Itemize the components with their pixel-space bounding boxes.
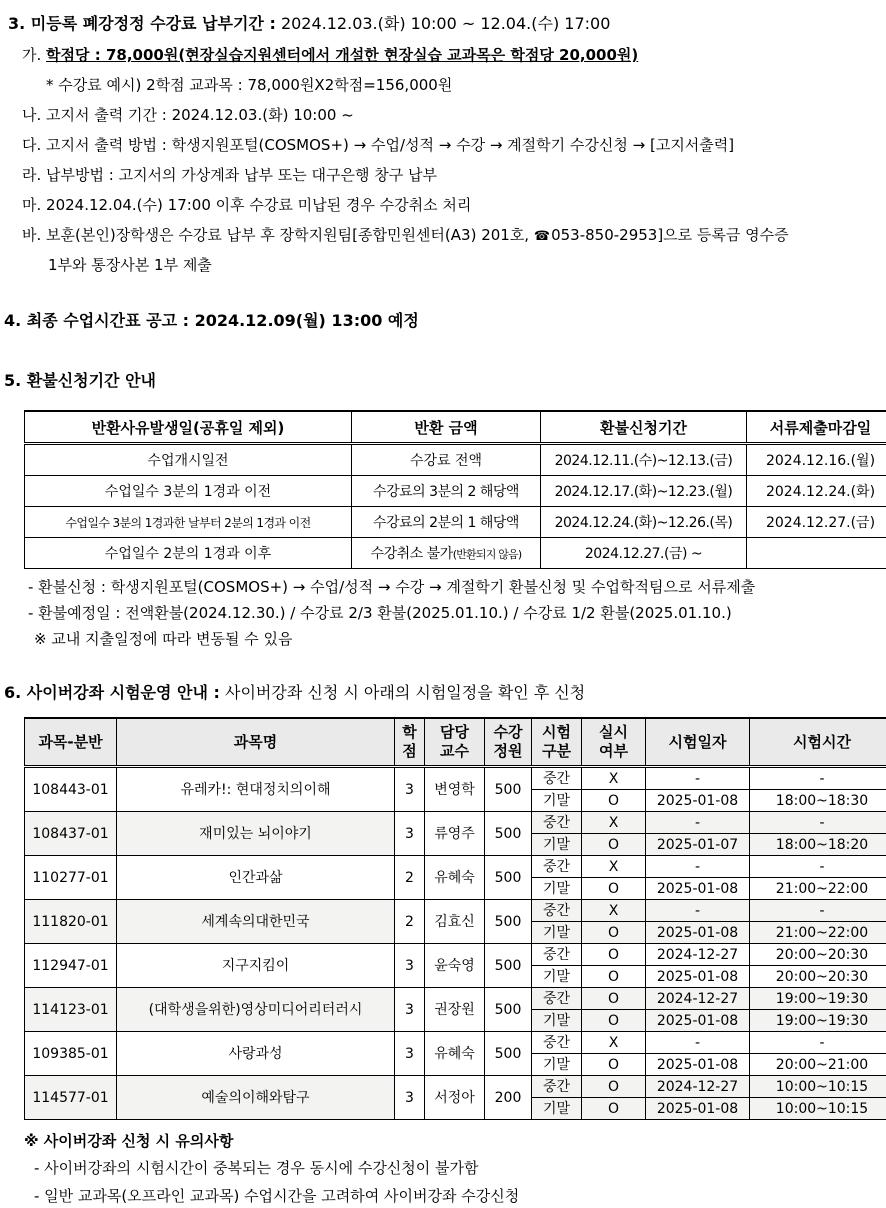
course-code: 111820-01 (25, 900, 117, 944)
course-credit: 3 (395, 767, 425, 812)
refund-header-cause: 반환사유발생일(공휴일 제외) (25, 411, 352, 444)
course-quota: 200 (485, 1076, 532, 1120)
refund-amount (352, 538, 541, 569)
exam-held: X (582, 856, 646, 878)
no-refund-note: (반환되지 않음) (452, 548, 522, 561)
course-professor: 변영학 (425, 767, 485, 812)
exam-time: 21:00~22:00 (750, 878, 886, 900)
course-quota: 500 (485, 900, 532, 944)
exam-type: 중간 (532, 900, 582, 922)
exam-type: 기말 (532, 1098, 582, 1120)
exam-header-quota (485, 718, 532, 767)
exam-time: 19:00~19:30 (750, 988, 886, 1010)
refund-period: 2024.12.11.(수)~12.13.(금) (541, 444, 747, 476)
course-quota: 500 (485, 988, 532, 1032)
refund-period: 2024.12.24.(화)~12.26.(목) (541, 507, 747, 538)
veteran-scholarship-docs: 1부와 통장사본 1부 제출 (48, 256, 212, 274)
bill-print-period: 고지서 출력 기간 : 2024.12.03.(화) 10:00 ~ (46, 106, 354, 124)
course-quota: 500 (485, 944, 532, 988)
course-name: (대학생을위한)영상미디어리터러시 (117, 988, 395, 1032)
refund-amount: 수강료의 2분의 1 해당액 (352, 507, 541, 538)
exam-date: 2025-01-08 (646, 878, 750, 900)
refund-deadline: 2024.12.24.(화) (747, 476, 886, 507)
course-code: 114123-01 (25, 988, 117, 1032)
exam-type: 중간 (532, 1032, 582, 1054)
refund-amount: 수강료 전액 (352, 444, 541, 476)
unpaid-cancel-notice: 2024.12.04.(수) 17:00 이후 수강료 미납된 경우 수강취소 처리 (46, 196, 472, 214)
exam-time: - (750, 812, 886, 834)
section3-item-ra (22, 165, 437, 185)
exam-header-prof (425, 718, 485, 767)
exam-held: O (582, 944, 646, 966)
item-prefix: 바. (22, 226, 47, 244)
refund-note-apply: - 환불신청 : 학생지원포털(COSMOS+) → 수업/성적 → 수강 → 계절학기 환불신청 및 수업학적팀으로 서류제출 (28, 578, 756, 596)
course-professor: 윤숙영 (425, 944, 485, 988)
course-code: 114577-01 (25, 1076, 117, 1120)
header-line: 담당 (440, 723, 469, 741)
refund-deadline: 2024.12.27.(금) (747, 507, 886, 538)
course-professor: 서정아 (425, 1076, 485, 1120)
exam-time: 10:00~10:15 (750, 1098, 886, 1120)
exam-held: O (582, 834, 646, 856)
exam-date: - (646, 1032, 750, 1054)
exam-date: 2024-12-27 (646, 944, 750, 966)
exam-header-code: 과목-분반 (25, 718, 117, 767)
exam-type: 중간 (532, 1076, 582, 1098)
section3-item-ga (22, 45, 638, 65)
fee-per-credit: 학점당 : 78,000원(현장실습지원센터에서 개설한 현장실습 교과목은 학점당 20,000원) (46, 46, 639, 64)
header-line: 구분 (542, 742, 571, 760)
refund-row (25, 444, 886, 476)
item-prefix: 가. (22, 46, 47, 64)
section3-item-ba (22, 225, 789, 247)
exam-date: 2025-01-08 (646, 966, 750, 988)
exam-header-date: 시험일자 (646, 718, 750, 767)
cyber-caution-overlap: - 사이버강좌의 시험시간이 중복되는 경우 동시에 수강신청이 불가함 (34, 1159, 479, 1177)
exam-held: O (582, 922, 646, 944)
refund-note-change: ※ 교내 지출일정에 따라 변동될 수 있음 (34, 630, 293, 648)
exam-type: 중간 (532, 856, 582, 878)
course-professor: 류영주 (425, 812, 485, 856)
exam-held: O (582, 1010, 646, 1032)
item-prefix: 다. (22, 136, 47, 154)
header-line: 실시 (599, 723, 628, 741)
exam-type: 중간 (532, 988, 582, 1010)
exam-time: - (750, 900, 886, 922)
exam-held: O (582, 878, 646, 900)
refund-row (25, 476, 886, 507)
section3-item-da (22, 135, 734, 155)
section3-heading (8, 14, 610, 34)
exam-type: 기말 (532, 790, 582, 812)
exam-date: 2025-01-08 (646, 922, 750, 944)
exam-header-time: 시험시간 (750, 718, 886, 767)
exam-held: X (582, 900, 646, 922)
cyber-caution-offline: - 일반 교과목(오프라인 교과목) 수업시간을 고려하여 사이버강좌 수강신청 (34, 1187, 520, 1205)
course-code: 110277-01 (25, 856, 117, 900)
exam-time: 20:00~21:00 (750, 1054, 886, 1076)
exam-time: - (750, 767, 886, 790)
refund-header-amount: 반환 금액 (352, 411, 541, 444)
course-credit: 3 (395, 1076, 425, 1120)
exam-row (25, 988, 886, 1010)
course-name: 인간과삶 (117, 856, 395, 900)
refund-cause: 수업일수 2분의 1경과 이후 (25, 538, 352, 569)
course-name: 세계속의대한민국 (117, 900, 395, 944)
exam-time: 18:00~18:30 (750, 790, 886, 812)
item-prefix: 나. (22, 106, 47, 124)
payment-method: 납부방법 : 고지서의 가상계좌 납부 또는 대구은행 창구 납부 (46, 166, 437, 184)
refund-row (25, 538, 886, 569)
header-line: 정원 (493, 742, 523, 760)
exam-table-body (25, 767, 886, 1120)
section6-title: 6. 사이버강좌 시험운영 안내 : (4, 683, 220, 702)
exam-row (25, 900, 886, 922)
exam-type: 중간 (532, 767, 582, 790)
course-professor: 유혜숙 (425, 1032, 485, 1076)
section3-title: 3. 미등록 폐강정정 수강료 납부기간 : (8, 14, 276, 33)
course-professor: 권장원 (425, 988, 485, 1032)
exam-type: 기말 (532, 1054, 582, 1076)
course-professor: 김효신 (425, 900, 485, 944)
section3-item-ma (22, 195, 471, 215)
refund-deadline: 2024.12.16.(월) (747, 444, 886, 476)
cyber-caution-title: ※ 사이버강좌 신청 시 유의사항 (24, 1132, 234, 1150)
course-credit: 3 (395, 988, 425, 1032)
exam-time: 10:00~10:15 (750, 1076, 886, 1098)
exam-row (25, 1032, 886, 1054)
course-quota: 500 (485, 812, 532, 856)
exam-held: O (582, 1076, 646, 1098)
section3-fee-example (46, 75, 452, 95)
exam-type: 중간 (532, 812, 582, 834)
refund-amount: 수강료의 3분의 2 해당액 (352, 476, 541, 507)
course-credit: 3 (395, 812, 425, 856)
exam-type: 기말 (532, 834, 582, 856)
exam-date: - (646, 856, 750, 878)
bill-print-method: 고지서 출력 방법 : 학생지원포털(COSMOS+) → 수업/성적 → 수강 → 계절학기 수강신청 → [고지서출력] (46, 136, 735, 154)
exam-row (25, 944, 886, 966)
header-line: 여부 (599, 742, 628, 760)
exam-row (25, 767, 886, 790)
fee-example-text: * 수강료 예시) 2학점 교과목 : 78,000원X2학점=156,000원 (46, 76, 453, 94)
course-name: 유레카!: 현대정치의이해 (117, 767, 395, 812)
exam-date: - (646, 900, 750, 922)
course-code: 108443-01 (25, 767, 117, 812)
exam-date: - (646, 767, 750, 790)
course-credit: 3 (395, 1032, 425, 1076)
exam-held: O (582, 988, 646, 1010)
section6-heading (4, 683, 585, 703)
refund-header-period: 환불신청기간 (541, 411, 747, 444)
exam-held: X (582, 1032, 646, 1054)
item-prefix: 마. (22, 196, 47, 214)
course-credit: 2 (395, 900, 425, 944)
header-line: 시험 (542, 723, 571, 741)
exam-held: O (582, 1098, 646, 1120)
exam-time: 21:00~22:00 (750, 922, 886, 944)
course-credit: 2 (395, 856, 425, 900)
refund-amount-text: 수강취소 불가 (370, 546, 453, 562)
course-name: 지구지킴이 (117, 944, 395, 988)
exam-date: 2025-01-08 (646, 1098, 750, 1120)
exam-time: 20:00~20:30 (750, 944, 886, 966)
refund-deadline (747, 538, 886, 569)
exam-date: 2025-01-07 (646, 834, 750, 856)
refund-period-table (24, 410, 886, 569)
exam-time: - (750, 856, 886, 878)
exam-date: - (646, 812, 750, 834)
exam-type: 기말 (532, 1010, 582, 1032)
exam-type: 기말 (532, 966, 582, 988)
section6-subtitle: 사이버강좌 신청 시 아래의 시험일정을 확인 후 신청 (219, 683, 586, 702)
refund-period: 2024.12.17.(화)~12.23.(월) (541, 476, 747, 507)
exam-date: 2024-12-27 (646, 1076, 750, 1098)
refund-note-schedule: - 환불예정일 : 전액환불(2024.12.30.) / 수강료 2/3 환불(2025.01.10.) / 수강료 1/2 환불(2025.01.10.) (28, 604, 732, 622)
veteran-scholarship-contact: 053-850-2953]으로 등록금 영수증 (551, 226, 789, 244)
exam-date: 2025-01-08 (646, 790, 750, 812)
refund-cause: 수업일수 3분의 1경과 이전 (25, 476, 352, 507)
section5-heading: 5. 환불신청기간 안내 (4, 371, 156, 390)
header-line: 교수 (440, 742, 469, 760)
exam-date: 2025-01-08 (646, 1054, 750, 1076)
course-name: 사랑과성 (117, 1032, 395, 1076)
exam-time: 19:00~19:30 (750, 1010, 886, 1032)
section3-item-ba-cont (48, 255, 212, 275)
course-quota: 500 (485, 1032, 532, 1076)
header-line: 수강 (493, 723, 523, 741)
exam-type: 기말 (532, 878, 582, 900)
course-code: 109385-01 (25, 1032, 117, 1076)
exam-header-name: 과목명 (117, 718, 395, 767)
course-code: 108437-01 (25, 812, 117, 856)
exam-held: X (582, 767, 646, 790)
header-line: 점 (402, 742, 417, 760)
refund-header-row (25, 411, 886, 444)
exam-held: O (582, 1054, 646, 1076)
cyber-exam-table (24, 717, 886, 1120)
exam-held: X (582, 812, 646, 834)
exam-header-type (532, 718, 582, 767)
exam-held: O (582, 790, 646, 812)
section4-heading: 4. 최종 수업시간표 공고 : 2024.12.09(월) 13:00 예정 (4, 311, 419, 330)
course-professor: 유혜숙 (425, 856, 485, 900)
course-name: 예술의이해와탐구 (117, 1076, 395, 1120)
exam-date: 2025-01-08 (646, 1010, 750, 1032)
course-quota: 500 (485, 767, 532, 812)
course-code: 112947-01 (25, 944, 117, 988)
exam-row (25, 812, 886, 834)
section3-period: 2024.12.03.(화) 10:00 ~ 12.04.(수) 17:00 (275, 14, 611, 33)
exam-held: O (582, 966, 646, 988)
exam-header-credit (395, 718, 425, 767)
exam-row (25, 856, 886, 878)
section3-item-na (22, 105, 354, 125)
refund-period: 2024.12.27.(금) ~ (541, 538, 747, 569)
exam-time: 18:00~18:20 (750, 834, 886, 856)
refund-cause: 수업개시일전 (25, 444, 352, 476)
refund-cause: 수업일수 3분의 1경과한 날부터 2분의 1경과 이전 (25, 507, 352, 538)
exam-type: 중간 (532, 944, 582, 966)
refund-row (25, 507, 886, 538)
telephone-icon: ☎ (533, 229, 551, 244)
exam-time: 20:00~20:30 (750, 966, 886, 988)
course-name: 재미있는 뇌이야기 (117, 812, 395, 856)
refund-header-deadline: 서류제출마감일 (747, 411, 886, 444)
header-line: 학 (402, 723, 417, 741)
course-quota: 500 (485, 856, 532, 900)
exam-type: 기말 (532, 922, 582, 944)
item-prefix: 라. (22, 166, 47, 184)
exam-header-held (582, 718, 646, 767)
veteran-scholarship-text: 보훈(본인)장학생은 수강료 납부 후 장학지원팀[종합민원센터(A3) 201호, (46, 226, 534, 244)
exam-time: - (750, 1032, 886, 1054)
exam-date: 2024-12-27 (646, 988, 750, 1010)
exam-row (25, 1076, 886, 1098)
course-credit: 3 (395, 944, 425, 988)
exam-header-row (25, 718, 886, 767)
